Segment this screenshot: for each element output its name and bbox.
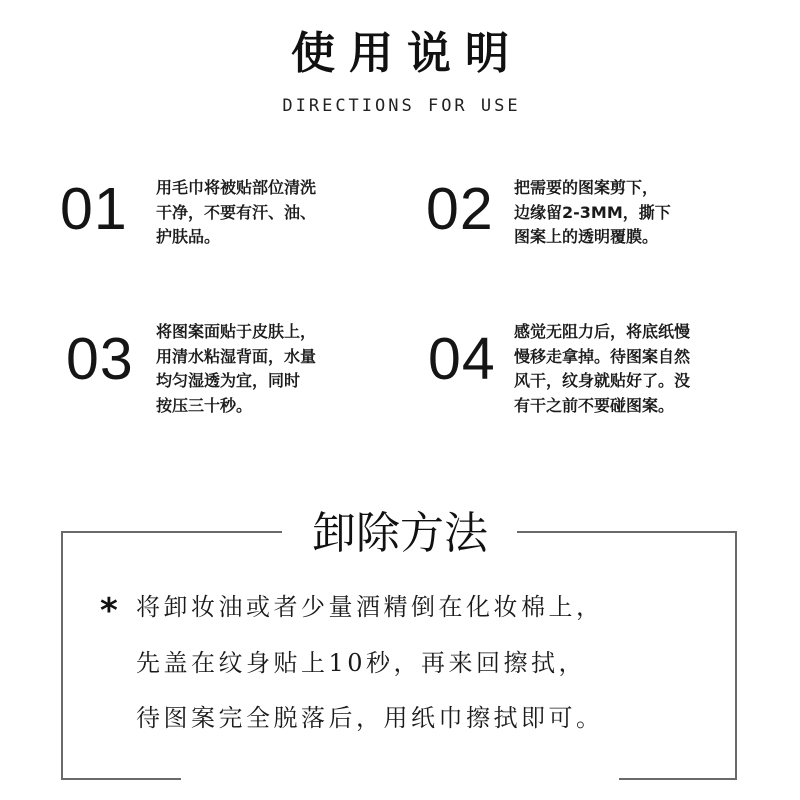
removal-line: 先盖在纹身贴上10秒，再来回擦拭， <box>136 649 587 677</box>
removal-line: 将卸妆油或者少量酒精倒在化妆棉上， <box>136 593 604 621</box>
step-line: 护肤品。 <box>156 227 221 246</box>
step-number: 01 <box>60 176 128 242</box>
step-description <box>156 320 316 418</box>
step-line: 风干，纹身就贴好了。没 <box>514 371 691 390</box>
step-description <box>514 320 690 418</box>
step-line: 均匀湿透为宜，同时 <box>156 371 301 390</box>
page-subtitle: DIRECTIONS FOR USE <box>282 96 521 116</box>
box-bottom-left-line <box>61 778 181 780</box>
step-line: 边缘留2-3MM，撕下 <box>514 202 671 222</box>
step-line: 按压三十秒。 <box>156 395 253 415</box>
removal-line: 待图案完全脱落后，用纸巾擦拭即可。 <box>136 704 604 732</box>
step-number: 02 <box>426 176 494 242</box>
step-line: 把需要的图案剪下， <box>514 178 659 197</box>
box-bottom-right-line <box>619 778 737 780</box>
removal-title: 卸除方法 <box>312 508 488 559</box>
step-line: 用清水粘湿背面，水量 <box>156 346 317 366</box>
step-number: 04 <box>428 326 496 392</box>
step-line: 用毛巾将被贴部位清洗 <box>156 178 317 197</box>
step-description <box>156 176 316 250</box>
step-line: 感觉无阻力后，将底纸慢 <box>514 322 691 341</box>
page-title: 使用说明 <box>291 28 523 79</box>
step-description <box>514 176 671 250</box>
step-line: 图案上的透明覆膜。 <box>514 227 659 246</box>
step-line: 干净，不要有汗、油、 <box>156 202 317 222</box>
step-line: 有干之前不要碰图案。 <box>514 395 675 415</box>
box-left-line <box>61 531 63 780</box>
asterisk-icon: * <box>100 591 118 631</box>
step-number: 03 <box>66 326 134 392</box>
box-right-line <box>735 531 737 780</box>
step-line: 慢移走拿掉。待图案自然 <box>514 346 691 366</box>
step-line: 将图案面贴于皮肤上， <box>156 322 317 341</box>
